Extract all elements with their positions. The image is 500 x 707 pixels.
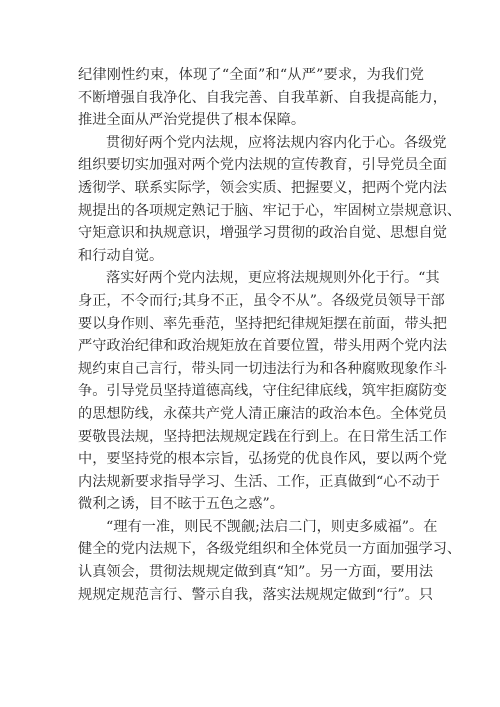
text-line: 争。引导党员坚持道德高线，守住纪律底线，筑牢拒腐防变 [78,383,447,400]
text-line: 规提出的各项规定熟记于脑、牢记于心，牢固树立崇规意识、 [78,202,462,219]
paragraph-4 [78,516,462,606]
text-line: 严守政治纪律和政治规矩放在首要位置，带头用两个党内法 [78,338,447,355]
text-line: 组织要切实加强对两个党内法规的宣传教育，引导党员全面 [78,157,447,174]
text-line: 规约束自己言行，带头同一切违法行为和各种腐败现象作斗 [78,360,447,377]
text-line: 的思想防线，永葆共产党人清正廉洁的政治本色。全体党员 [78,405,447,422]
text-line: 落实好两个党内法规，更应将法规规则外化于行。“其 [106,270,440,287]
text-line: “理有一准，则民不觊觎;法启二门，则吏多威福”。在 [106,518,438,535]
text-line: 纪律刚性约束，体现了“全面”和“从严”要求，为我们党 [78,67,424,83]
text-line: 认真领会，贯彻法规规定做到真“知”。另一方面，要用法 [78,564,434,581]
text-line: 透彻学、联系实际学，领会实质、把握要义，把两个党内法 [78,179,447,196]
paragraph-2 [78,132,462,268]
text-line: 贯彻好两个党内法规，应将法规内容内化于心。各级党 [106,134,447,151]
text-line: 守矩意识和执规意识，增强学习贯彻的政治自觉、思想自觉 [78,225,447,242]
paragraph-1 [78,64,447,132]
text-line: 健全的党内法规下，各级党组织和全体党员一方面加强学习、 [78,541,462,558]
text-line: 和行动自觉。 [78,247,164,264]
text-line: 要以身作则、率先垂范，坚持把纪律规矩摆在前面，带头把 [78,315,447,332]
document-body [78,64,462,606]
text-line: 推进全面从严治党提供了根本保障。 [78,112,306,129]
text-line: 要敬畏法规，坚持把法规规定践在行到上。在日常生活工作 [78,428,447,445]
text-line: 微利之诱，目不眩于五色之惑”。 [78,496,284,513]
paragraph-3 [78,267,447,516]
text-line: 中，要坚持党的根本宗旨，弘扬党的优良作风，要以两个党 [78,451,447,468]
text-line: 身正，不令而行;其身不正，虽令不从”。各级党员领导干部 [78,292,445,309]
text-line: 不断增强自我净化、自我完善、自我革新、自我提高能力， [78,89,447,106]
text-line: 内法规新要求指导学习、生活、工作，正真做到“心不动于 [78,473,440,490]
text-line: 规规定规范言行、警示自我，落实法规规定做到“行”。只 [78,586,434,603]
